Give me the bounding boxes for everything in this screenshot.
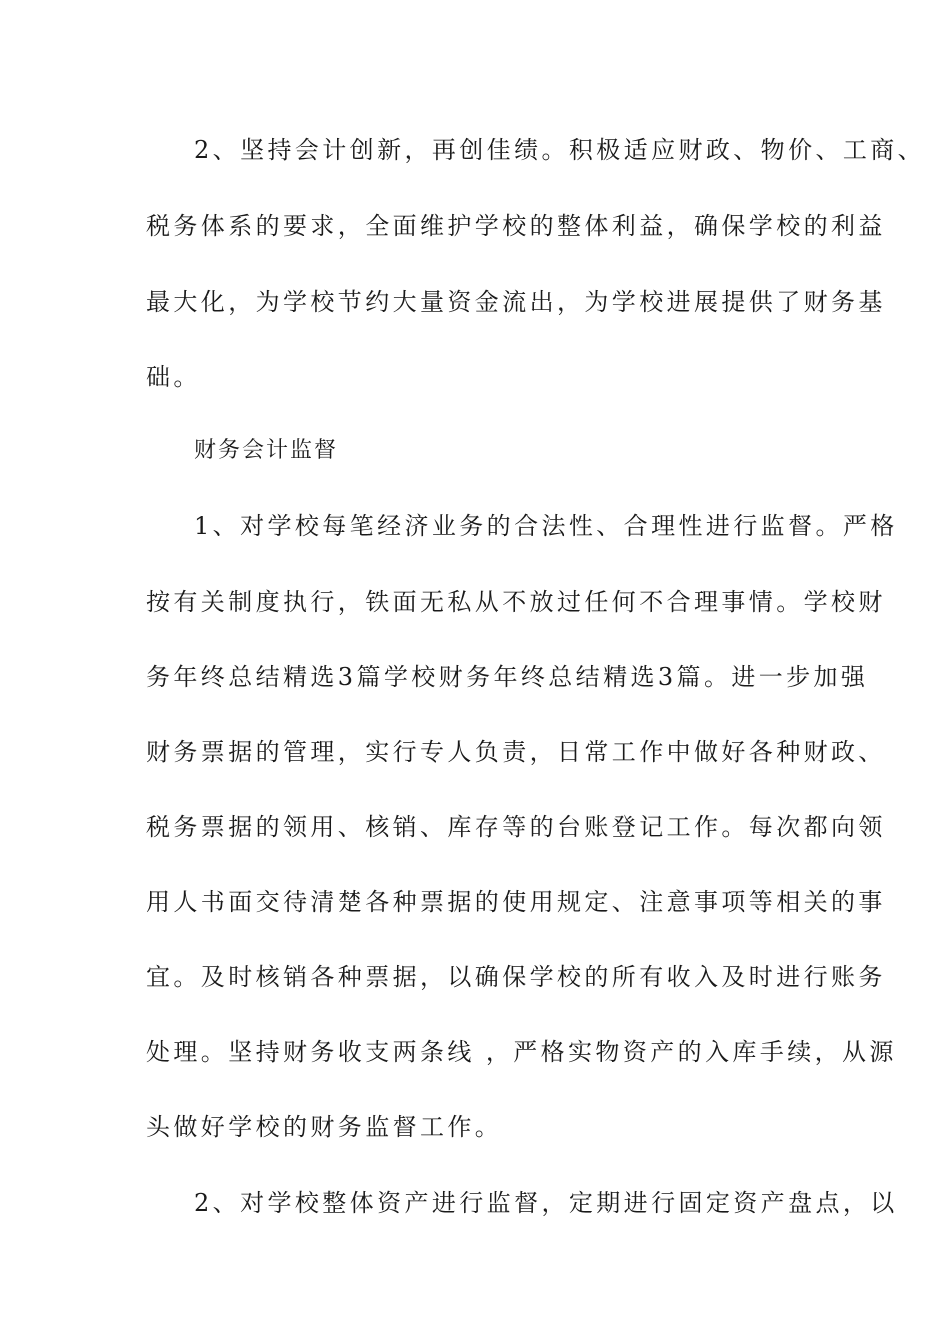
section-heading: 财务会计监督 <box>194 438 339 463</box>
paragraph-2-line-1: 2、坚持会计创新，再创佳绩。积极适应财政、物价、工商、 <box>194 136 926 164</box>
paragraph-2-line-4: 础。 <box>146 363 201 391</box>
paragraph-1-line-3: 务年终总结精选3篇学校财务年终总结精选3篇。进一步加强 <box>146 663 869 691</box>
paragraph-1-line-7: 宜。及时核销各种票据，以确保学校的所有收入及时进行账务 <box>146 963 886 991</box>
paragraph-2-line-2: 税务体系的要求，全面维护学校的整体利益，确保学校的利益 <box>146 212 886 240</box>
paragraph-1-line-9: 头做好学校的财务监督工作。 <box>146 1113 503 1141</box>
paragraph-1-line-6: 用人书面交待清楚各种票据的使用规定、注意事项等相关的事 <box>146 888 886 916</box>
paragraph-3-line-1: 2、对学校整体资产进行监督，定期进行固定资产盘点，以 <box>194 1189 898 1217</box>
paragraph-1-line-4: 财务票据的管理，实行专人负责，日常工作中做好各种财政、 <box>146 738 886 766</box>
paragraph-1-line-5: 税务票据的领用、核销、库存等的台账登记工作。每次都向领 <box>146 813 886 841</box>
paragraph-2-line-3: 最大化，为学校节约大量资金流出，为学校进展提供了财务基 <box>146 288 886 316</box>
paragraph-1-line-2: 按有关制度执行，铁面无私从不放过任何不合理事情。学校财 <box>146 588 886 616</box>
paragraph-1-line-8: 处理。坚持财务收支两条线 ，严格实物资产的入库手续，从源 <box>146 1038 897 1066</box>
paragraph-1-line-1: 1、对学校每笔经济业务的合法性、合理性进行监督。严格 <box>194 512 898 540</box>
